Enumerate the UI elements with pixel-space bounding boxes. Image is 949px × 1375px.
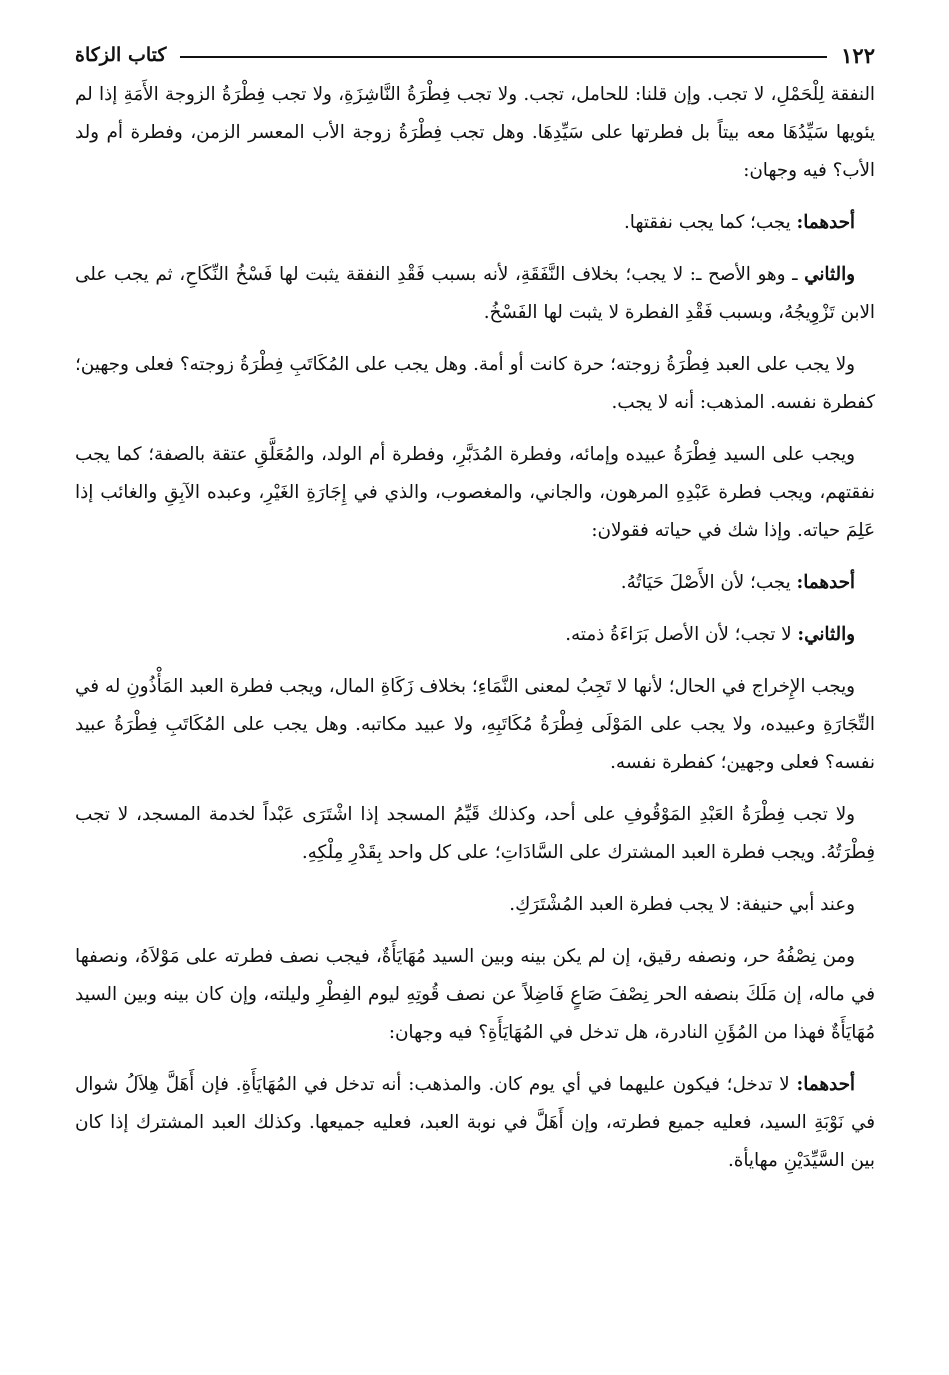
paragraph-text: ولا يجب على العبد فِطْرَةُ زوجته؛ حرة كانت أو أمة. وهل يجب على المُكَاتَبِ فِطْرَةُ زوجته؟ فعلى وجهين؛ كفطرة نفسه. المذهب: أنه لا يجب.: [75, 354, 875, 413]
paragraph-text: ومن نِصْفُهُ حر، ونصفه رقيق، إن لم يكن بينه وبين السيد مُهَايَأَةٌ، فيجب نصف فطرته على مَوْلاَهُ، ونصفها في ماله، إن مَلَكَ بنصفه الحر نِصْفَ صَاعٍ فَاضِلاً عن نصف قُوتِهِ ليوم الفِطْرِ وليلته، وإن كان بينه وبين السيد مُهَايَأَةٌ فهذا من المُؤَنِ النادرة، هل تدخل في المُهَايَأَةِ؟ فيه وجهان:: [75, 946, 875, 1043]
paragraph: [75, 346, 875, 422]
paragraph-lead: والثاني: [804, 264, 855, 285]
paragraph: [75, 1066, 875, 1180]
page-number: ١٢٢: [841, 42, 875, 68]
paragraph: [75, 668, 875, 782]
paragraph: [75, 886, 875, 924]
paragraph-text: لا تجب؛ لأن الأصل بَرَاءَةُ ذمته.: [565, 624, 798, 645]
paragraph: [75, 436, 875, 550]
paragraph: [75, 796, 875, 872]
paragraph-text: ولا تجب فِطْرَةُ العَبْدِ المَوْقُوفِ على أحد، وكذلك قَيِّمُ المسجد إذا اشْتَرَى عَبْداً لخدمة المسجد، لا تجب فِطْرَتُهُ. ويجب فطرة العبد المشترك على السَّادَاتِ؛ على كل واحد بِقَدْرِ مِلْكِهِ.: [75, 804, 875, 863]
page: [75, 38, 875, 1194]
header-rule: [180, 56, 827, 58]
paragraph-lead: أحدهما:: [796, 212, 855, 233]
paragraph: [75, 76, 875, 190]
page-header: [75, 38, 875, 72]
paragraph-text: يجب؛ كما يجب نفقتها.: [623, 212, 797, 233]
paragraph-lead: أحدهما:: [796, 572, 855, 593]
paragraph: [75, 564, 875, 602]
paragraph-text: ويجب الإِخراج في الحال؛ لأنها لا تَجِبُ لمعنى النَّمَاءِ؛ بخلاف زَكَاةِ المال، ويجب فطرة العبد المَأْذُونِ له في التِّجَارَةِ وعبيده، ولا يجب على المَوْلَى فِطْرَةُ مُكَاتَبِهِ، ولا عبيد مكاتبه. وهل يجب على المُكَاتَبِ فِطْرَةُ عبيد نفسه؟ فعلى وجهين؛ كفطرة نفسه.: [75, 676, 875, 773]
paragraph-text: ويجب على السيد فِطْرَةُ عبيده وإمائه، وفطرة المُدَبَّرِ، وفطرة أم الولد، والمُعَلَّقِ عتقة بالصفة؛ كما يجب نفقتهم، ويجب فطرة عَبْدِهِ المرهون، والجاني، والمغصوب، والذي في إِجَارَةِ الغَيْرِ، وعبده الآبِقِ والغائب إذا عَلِمَ حياته. وإذا شك في حياته فقولان:: [75, 444, 875, 541]
paragraph: [75, 204, 875, 242]
paragraph-text: لا تدخل؛ فيكون عليهما في أي يوم كان. والمذهب: أنه تدخل في المُهَايَأَةِ. فإن أَهَلَّ هِلاَلُ شوال في نَوْبَةِ السيد، فعليه جميع فطرته، وإن أَهَلَّ في نوبة العبد، فعليه جميعها. وكذلك العبد المشترك إذا كان بين السَّيِّدَيْنِ مهايأة.: [75, 1074, 875, 1171]
paragraph-text: النفقة لِلْحَمْلِ، لا تجب. وإن قلنا: للحامل، تجب. ولا تجب فِطْرَةُ النَّاشِزَةِ، ولا تجب فِطْرَةُ الزوجة الأَمَةِ إذا لم يئويها سَيِّدُهَا معه بيتاً بل فطرتها على سَيِّدِهَا. وهل تجب فِطْرَةُ زوجة الأب المعسر الزمن، وفطرة أم ولد الأب؟ فيه وجهان:: [75, 84, 875, 181]
paragraph: [75, 616, 875, 654]
paragraph: [75, 938, 875, 1052]
paragraph-text: وعند أبي حنيفة: لا يجب فطرة العبد المُشْتَرَكِ.: [509, 894, 855, 915]
book-title: كتاب الزكاة: [75, 44, 167, 66]
paragraph-text: ـ وهو الأصح ـ: لا يجب؛ بخلاف النَّفَقَةِ، لأنه بسبب فَقْدِ النفقة يثبت لها فَسْخُ النِّكَاحِ، ثم يجب على الابن تَزْوِيجُهُ، وبسبب فَقْدِ الفطرة لا يثبت لها الفَسْخُ.: [75, 264, 875, 323]
paragraph: [75, 256, 875, 332]
paragraph-text: يجب؛ لأن الأَصْلَ حَيَاتُهُ.: [620, 572, 797, 593]
body-text: [75, 76, 875, 1180]
paragraph-lead: والثاني:: [797, 624, 855, 645]
paragraph-lead: أحدهما:: [796, 1074, 855, 1095]
